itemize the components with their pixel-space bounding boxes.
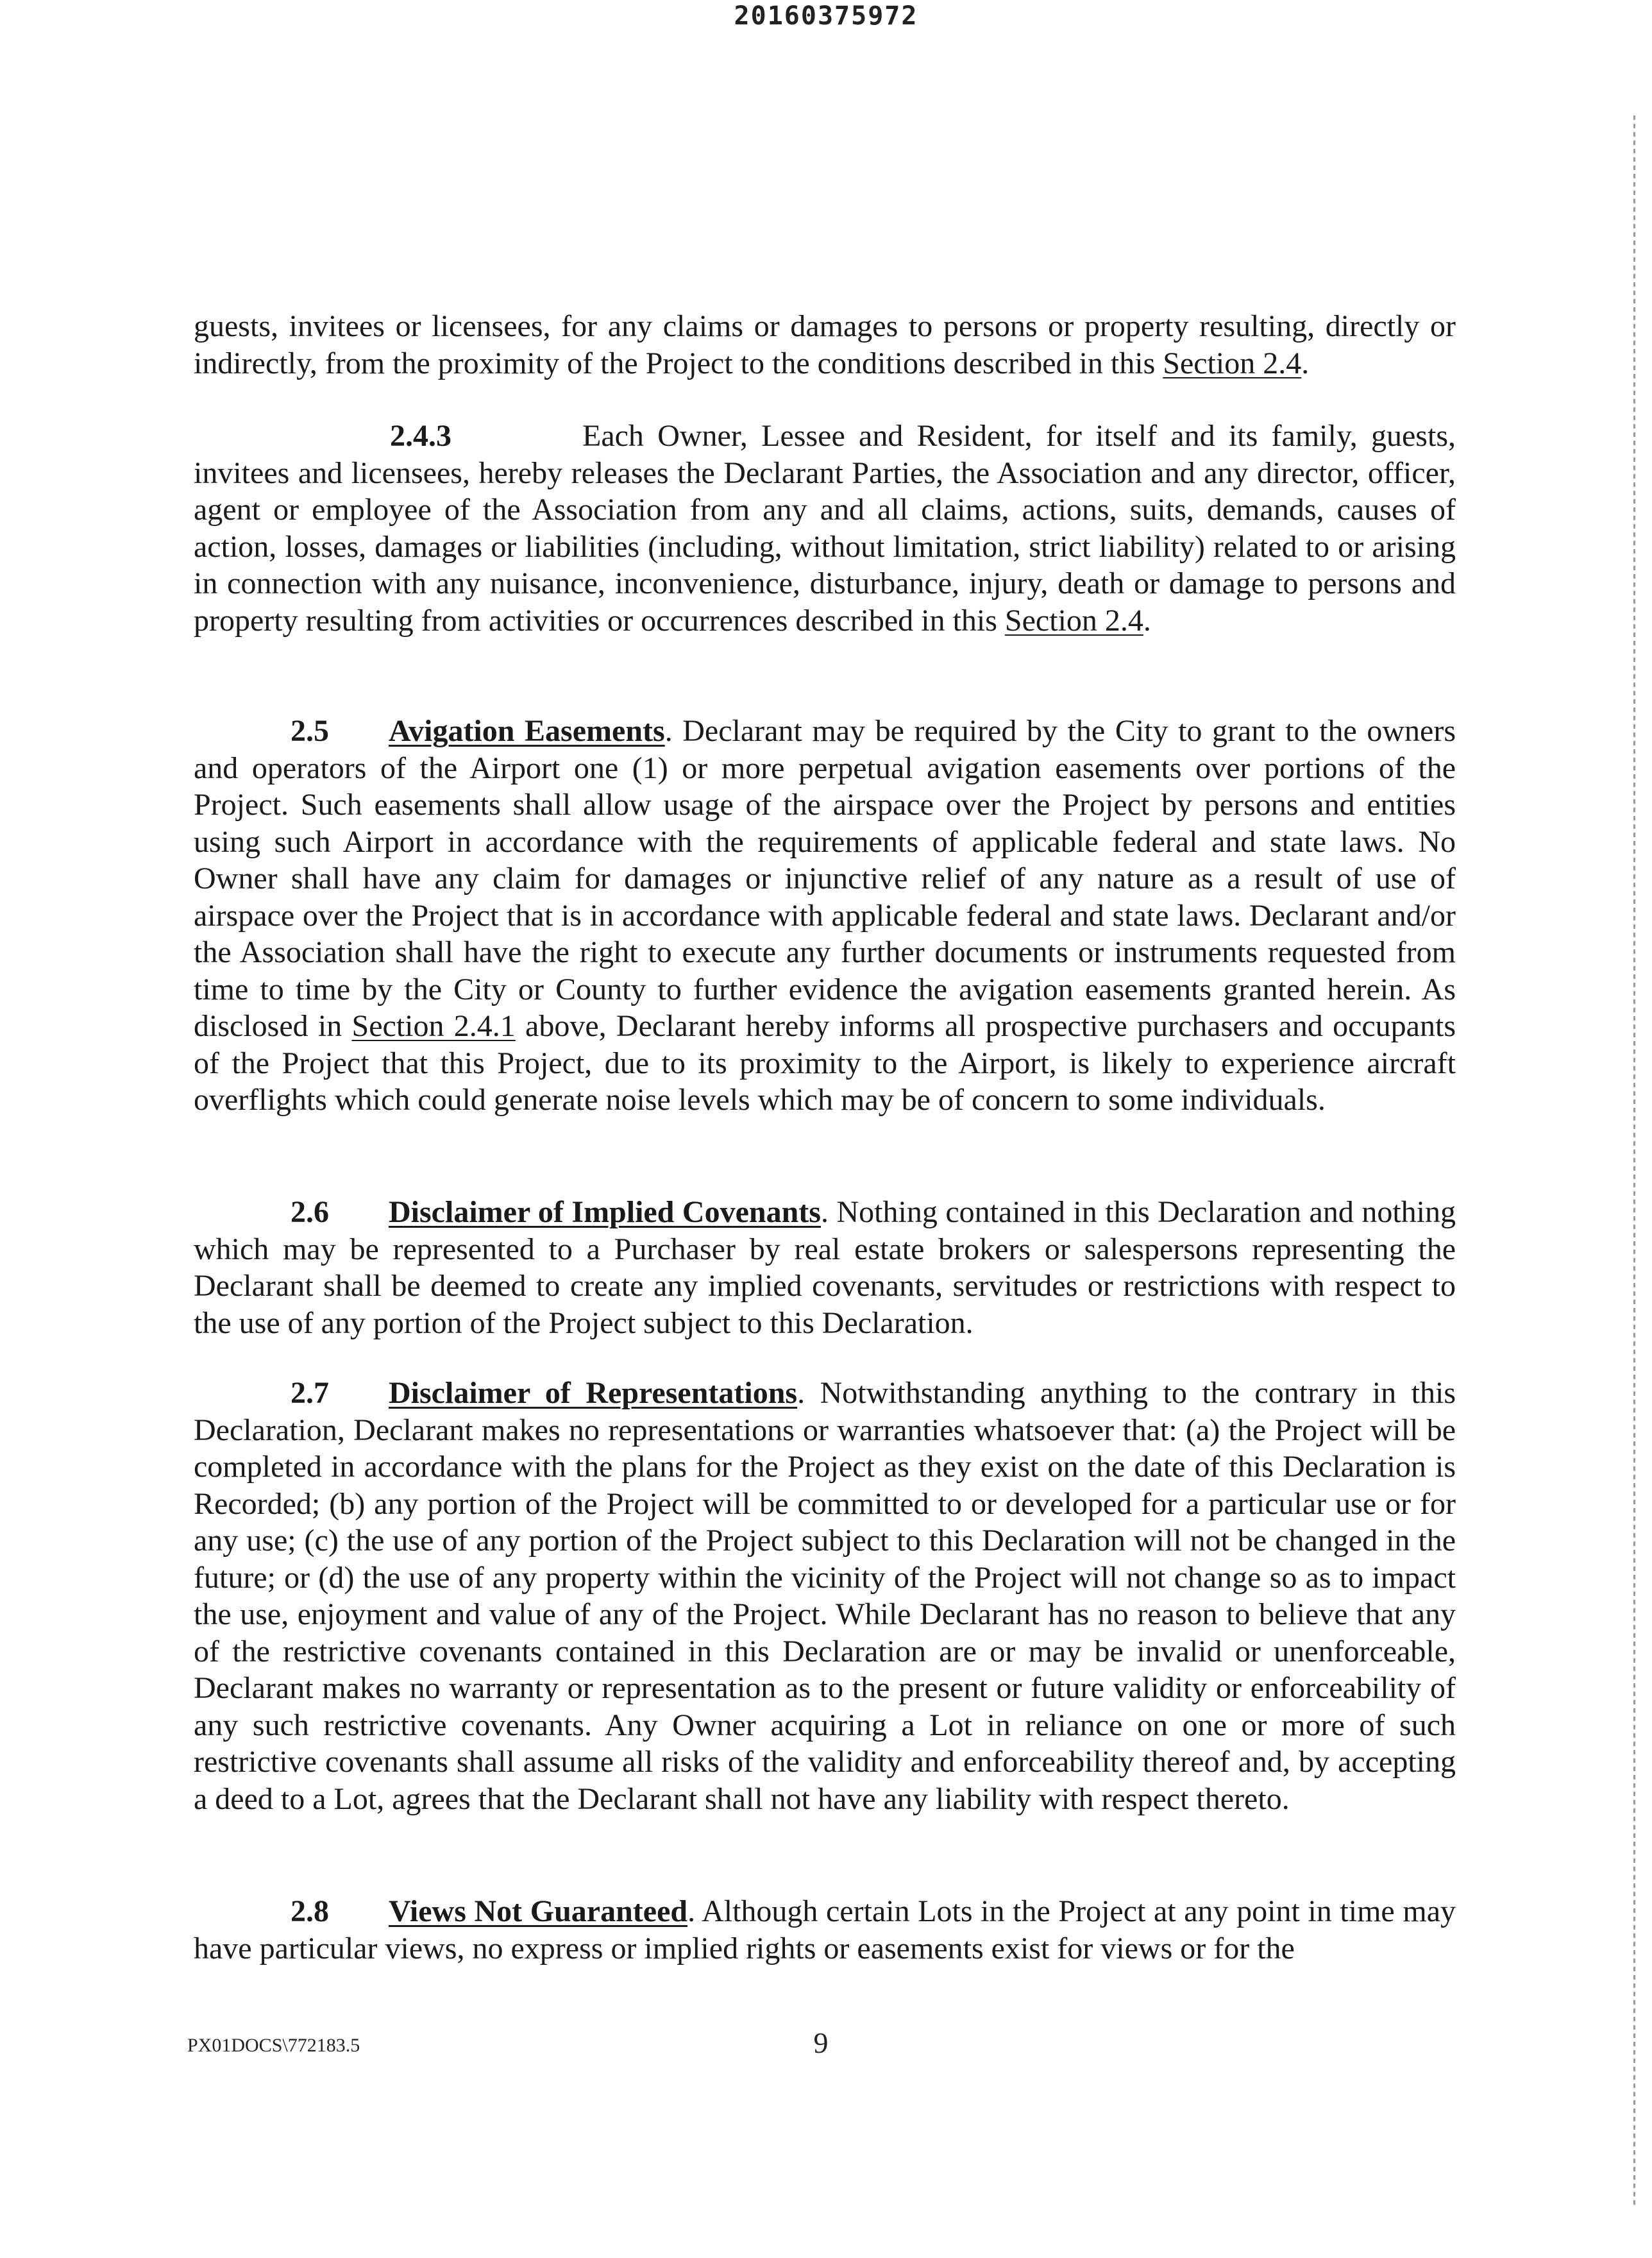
section-heading: Disclaimer of Representations xyxy=(389,1376,798,1410)
paragraph-text: . Nothing contained in this Declaration and nothing which may be represented to a Purchaser by real estate brokers or salespersons representing the Declarant shall be deemed to create any implied covenants, servitudes or restrictions with respect to the use of any portion of the Project subject to this Declaration. xyxy=(194,1195,1456,1340)
section-number: 2.7 xyxy=(291,1376,329,1410)
section-number: 2.8 xyxy=(291,1894,329,1928)
section-number: 2.4.3 xyxy=(390,419,451,453)
section-reference-link[interactable]: Section 2.4 xyxy=(1004,603,1143,638)
paragraph-2-4-3 xyxy=(194,418,1456,639)
paragraph-2-6 xyxy=(194,1194,1456,1341)
section-reference-link[interactable]: Section 2.4 xyxy=(1163,346,1302,380)
paragraph-text: . Although certain Lots in the Project at any point in time may have particular views, no express or implied rights or easements exist for views or for the xyxy=(194,1894,1456,1965)
paragraph-text: . Declarant may be required by the City to grant to the owners and operators of the Airport one (1) or more perpetual avigation easements over portions of the Project. Such easements shall allow usage of the airspace over the Project by persons and entities using such Airport in accordance with the requirements of applicable federal and state laws. No Owner shall have any claim for damages or injunctive relief of any nature as a result of use of airspace over the Project that is in accordance with applicable federal and state laws. Declarant and/or the Association shall have the right to execute any further documents or instruments requested from time to time by the City or County to further evidence the avigation easements granted herein. As disclosed in xyxy=(194,714,1456,1043)
paragraph-text: guests, invitees or licensees, for any claims or damages to persons or property resulting, directly or indirectly, from the proximity of the Project to the conditions described in this xyxy=(194,309,1456,380)
paragraph-text-tail: above, Declarant hereby informs all prospective purchasers and occupants of the Project that this Project, due to its proximity to the Airport, is likely to experience aircraft overflights which could generate noise levels which may be of concern to some individuals. xyxy=(194,1009,1456,1117)
paragraph-text: Each Owner, Lessee and Resident, for itself and its family, guests, invitees and licensees, hereby releases the Declarant Parties, the Association and any director, officer, agent or employee of the Association from any and all claims, actions, suits, demands, causes of action, losses, damages or liabilities (including, without limitation, strict liability) related to or arising in connection with any nuisance, inconvenience, disturbance, injury, death or damage to persons and property resulting from activities or occurrences described in this xyxy=(194,419,1456,638)
paragraph-text-tail: . xyxy=(1301,346,1310,380)
footer-document-id: PX01DOCS\772183.5 xyxy=(187,2035,360,2056)
section-number: 2.5 xyxy=(291,714,329,748)
section-heading: Disclaimer of Implied Covenants xyxy=(389,1195,821,1229)
paragraph-text: . Notwithstanding anything to the contrary in this Declaration, Declarant makes no representations or warranties whatsoever that: (a) the Project will be completed in accordance with the plans for the Project as they exist on the date of this Declaration is Recorded; (b) any portion of the Project will be committed to or developed for a particular use or for any use; (c) the use of any portion of the Project subject to this Declaration will not be changed in the future; or (d) the use of any property within the vicinity of the Project will not change so as to impact the use, enjoyment and value of any of the Project. While Declarant has no reason to believe that any of the restrictive covenants contained in this Declaration are or may be invalid or unenforceable, Declarant makes no warranty or representation as to the present or future validity or enforceability of any such restrictive covenants. Any Owner acquiring a Lot in reliance on one or more of such restrictive covenants shall assume all risks of the validity and enforceability thereof and, by accepting a deed to a Lot, agrees that the Declarant shall not have any liability with respect thereto. xyxy=(194,1376,1456,1816)
paragraph-2-8 xyxy=(194,1893,1456,1967)
paragraph-text-tail: . xyxy=(1143,603,1151,638)
document-number: 20160375972 xyxy=(734,1,918,31)
paragraph-2-5 xyxy=(194,713,1456,1119)
page-edge-rule xyxy=(1633,115,1635,2207)
section-heading: Avigation Easements xyxy=(389,714,665,748)
section-heading: Views Not Guaranteed xyxy=(389,1894,688,1928)
paragraph-continuation xyxy=(194,308,1456,382)
paragraph-2-7 xyxy=(194,1375,1456,1817)
section-reference-link[interactable]: Section 2.4.1 xyxy=(351,1009,516,1043)
section-number: 2.6 xyxy=(291,1195,329,1229)
footer-page-number: 9 xyxy=(813,2026,829,2059)
